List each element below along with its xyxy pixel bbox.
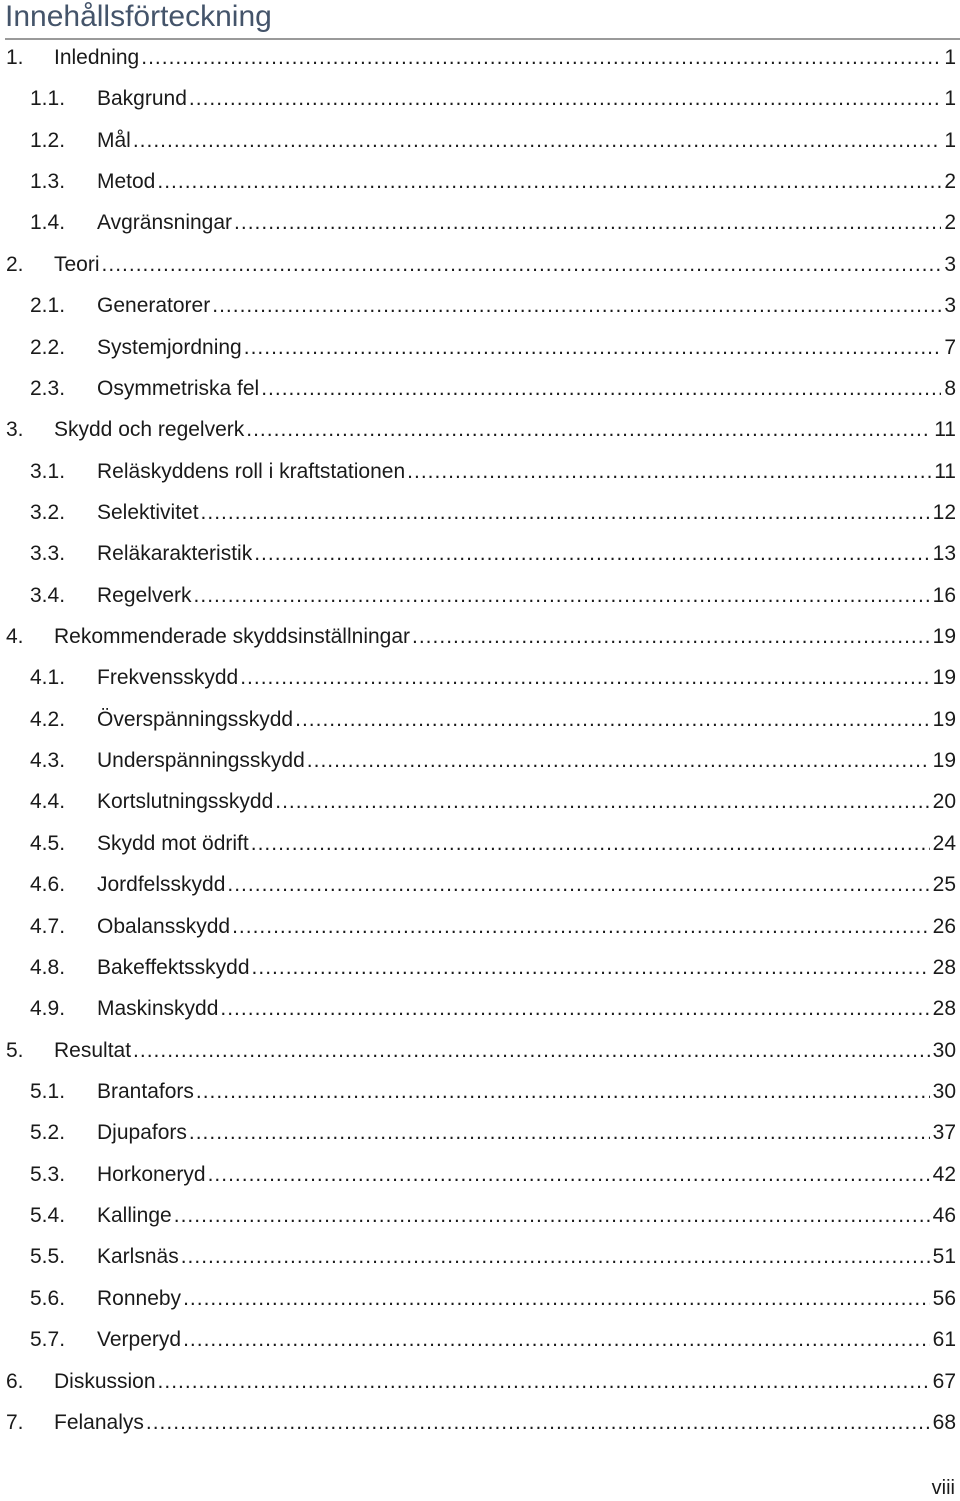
toc-dot-leader bbox=[157, 161, 941, 202]
toc-dot-leader bbox=[181, 1236, 930, 1277]
toc-entry-title: Skydd och regelverk bbox=[54, 418, 245, 442]
toc-entry-number: 5. bbox=[6, 1038, 24, 1062]
toc-dot-leader bbox=[189, 78, 941, 119]
toc-entry[interactable] bbox=[0, 327, 960, 368]
toc-entry-title: Inledning bbox=[54, 46, 140, 69]
toc-entry[interactable] bbox=[0, 1030, 960, 1071]
toc-dot-leader bbox=[220, 988, 929, 1029]
toc-entry-page: 7 bbox=[944, 335, 956, 359]
toc-entry-number: 3.3. bbox=[30, 542, 66, 566]
toc-entry-number: 5.4. bbox=[30, 1204, 66, 1228]
toc-entry[interactable] bbox=[0, 285, 960, 326]
toc-entry-title: Resultat bbox=[54, 1038, 132, 1062]
toc-entry-page: 26 bbox=[932, 914, 956, 938]
toc-dot-leader bbox=[141, 37, 941, 78]
toc-entry-number: 5.5. bbox=[30, 1245, 66, 1269]
toc-entry-title: Jordfelsskydd bbox=[97, 873, 226, 897]
toc-dot-leader bbox=[227, 864, 929, 905]
toc-entry-page: 68 bbox=[932, 1410, 956, 1434]
toc-entry-title: Systemjordning bbox=[97, 335, 242, 359]
toc-entry-title: Bakeffektsskydd bbox=[97, 955, 250, 979]
toc-entry-page: 25 bbox=[932, 873, 956, 897]
toc-entry[interactable] bbox=[0, 451, 960, 492]
toc-entry[interactable] bbox=[0, 1195, 960, 1236]
page-number: viii bbox=[931, 1477, 955, 1499]
toc-dot-leader bbox=[307, 740, 930, 781]
toc-entry[interactable] bbox=[0, 161, 960, 202]
toc-dot-leader bbox=[183, 1319, 930, 1360]
toc-entry[interactable] bbox=[0, 120, 960, 161]
toc-entry-page: 28 bbox=[932, 955, 956, 979]
toc-entry-number: 3.4. bbox=[30, 583, 66, 607]
toc-entry-page: 1 bbox=[944, 46, 956, 69]
toc-entry-number: 4.9. bbox=[30, 997, 66, 1021]
toc-entry-page: 1 bbox=[944, 128, 956, 152]
toc-dot-leader bbox=[251, 823, 930, 864]
toc-dot-leader bbox=[208, 1154, 930, 1195]
toc-entry-page: 51 bbox=[932, 1245, 956, 1269]
toc-heading bbox=[5, 0, 960, 40]
toc-dot-leader bbox=[201, 492, 930, 533]
toc-entry-title: Generatorer bbox=[97, 294, 211, 318]
toc-entry-title: Skydd mot ödrift bbox=[97, 831, 249, 855]
toc-entry-title: Osymmetriska fel bbox=[97, 376, 260, 400]
toc-entry[interactable] bbox=[0, 1154, 960, 1195]
toc-entry-title: Djupafors bbox=[97, 1121, 187, 1145]
toc-entry-page: 19 bbox=[932, 666, 956, 690]
toc-entry-number: 3.2. bbox=[30, 500, 66, 524]
toc-entry-number: 2.1. bbox=[30, 294, 66, 318]
toc-dot-leader bbox=[158, 1361, 930, 1402]
toc-entry-number: 3.1. bbox=[30, 459, 66, 483]
toc-entry-title: Horkoneryd bbox=[97, 1162, 206, 1186]
toc-dot-leader bbox=[212, 285, 941, 326]
toc-entry-title: Karlsnäs bbox=[97, 1245, 179, 1269]
toc-entry-number: 1.3. bbox=[30, 170, 66, 194]
toc-entry-title: Rekommenderade skyddsinställningar bbox=[54, 625, 411, 649]
toc-entry-title: Mål bbox=[97, 128, 131, 152]
toc-entry-number: 2.2. bbox=[30, 335, 66, 359]
toc-entry-page: 24 bbox=[932, 831, 956, 855]
toc-entry[interactable] bbox=[0, 78, 960, 119]
toc-dot-leader bbox=[133, 1030, 930, 1071]
toc-dot-leader bbox=[275, 781, 929, 822]
toc-entry-page: 61 bbox=[932, 1328, 956, 1352]
toc-entry[interactable] bbox=[0, 575, 960, 616]
toc-entry-title: Avgränsningar bbox=[97, 211, 233, 235]
toc-entry[interactable] bbox=[0, 492, 960, 533]
toc-entry-page: 11 bbox=[934, 459, 956, 483]
toc-entry-page: 20 bbox=[932, 790, 956, 814]
toc-entry[interactable] bbox=[0, 657, 960, 698]
toc-entry-page: 19 bbox=[932, 749, 956, 773]
toc-entry[interactable] bbox=[0, 202, 960, 243]
toc-entry-number: 5.3. bbox=[30, 1162, 66, 1186]
toc-entry-page: 37 bbox=[932, 1121, 956, 1145]
toc-entry-title: Felanalys bbox=[54, 1410, 144, 1434]
toc-entry-title: Frekvensskydd bbox=[97, 666, 239, 690]
toc-entry-number: 1. bbox=[6, 46, 24, 69]
toc-entry-page: 28 bbox=[932, 997, 956, 1021]
toc-entry[interactable] bbox=[0, 823, 960, 864]
toc-entry[interactable] bbox=[0, 781, 960, 822]
toc-dot-leader bbox=[295, 699, 930, 740]
toc-entry-page: 30 bbox=[932, 1038, 956, 1062]
toc-entry[interactable] bbox=[0, 244, 960, 285]
toc-entry[interactable] bbox=[0, 947, 960, 988]
toc-entry-number: 4.6. bbox=[30, 873, 66, 897]
toc-entry[interactable] bbox=[0, 1402, 960, 1443]
toc-dot-leader bbox=[254, 533, 929, 574]
toc-entry-number: 4.4. bbox=[30, 790, 66, 814]
toc-entry-number: 3. bbox=[6, 418, 24, 442]
toc-entry-number: 4. bbox=[6, 625, 24, 649]
toc-entry-number: 1.1. bbox=[30, 87, 66, 111]
toc-entry-title: Reläskyddens roll i kraftstationen bbox=[97, 459, 406, 483]
toc-entry[interactable] bbox=[0, 1112, 960, 1153]
toc-dot-leader bbox=[194, 575, 930, 616]
toc-entry[interactable] bbox=[0, 1236, 960, 1277]
toc-entry-page: 1 bbox=[944, 87, 956, 111]
table-of-contents bbox=[0, 37, 960, 1443]
toc-entry-page: 8 bbox=[944, 376, 956, 400]
toc-entry-title: Kallinge bbox=[97, 1204, 172, 1228]
toc-entry-number: 4.3. bbox=[30, 749, 66, 773]
toc-entry-title: Obalansskydd bbox=[97, 914, 231, 938]
toc-entry-title: Kortslutningsskydd bbox=[97, 790, 274, 814]
toc-entry-number: 1.2. bbox=[30, 128, 66, 152]
toc-entry-page: 13 bbox=[932, 542, 956, 566]
toc-dot-leader bbox=[240, 657, 929, 698]
toc-entry-page: 19 bbox=[932, 707, 956, 731]
toc-dot-leader bbox=[246, 409, 931, 450]
toc-dot-leader bbox=[261, 368, 941, 409]
toc-entry[interactable] bbox=[0, 368, 960, 409]
toc-entry[interactable] bbox=[0, 988, 960, 1029]
toc-entry[interactable] bbox=[0, 740, 960, 781]
toc-entry-page: 2 bbox=[944, 211, 956, 235]
toc-entry-number: 5.2. bbox=[30, 1121, 66, 1145]
toc-entry-title: Metod bbox=[97, 170, 156, 194]
toc-dot-leader bbox=[407, 451, 931, 492]
toc-entry-page: 30 bbox=[932, 1079, 956, 1103]
toc-entry-page: 42 bbox=[932, 1162, 956, 1186]
toc-entry-title: Diskussion bbox=[54, 1369, 156, 1393]
toc-entry-page: 16 bbox=[932, 583, 956, 607]
toc-entry-title: Reläkarakteristik bbox=[97, 542, 253, 566]
toc-entry-page: 56 bbox=[932, 1286, 956, 1310]
toc-entry-title: Teori bbox=[54, 252, 100, 276]
toc-dot-leader bbox=[244, 327, 942, 368]
toc-entry-number: 5.7. bbox=[30, 1328, 66, 1352]
toc-entry-number: 2.3. bbox=[30, 376, 66, 400]
toc-entry-number: 2. bbox=[6, 252, 24, 276]
toc-dot-leader bbox=[174, 1195, 930, 1236]
toc-entry-page: 12 bbox=[932, 500, 956, 524]
toc-dot-leader bbox=[234, 202, 941, 243]
toc-entry[interactable] bbox=[0, 37, 960, 78]
toc-entry-number: 5.1. bbox=[30, 1079, 66, 1103]
toc-entry-title: Brantafors bbox=[97, 1079, 194, 1103]
toc-dot-leader bbox=[412, 616, 930, 657]
toc-dot-leader bbox=[146, 1402, 930, 1443]
toc-dot-leader bbox=[183, 1278, 930, 1319]
toc-entry-page: 3 bbox=[944, 252, 956, 276]
toc-entry-page: 67 bbox=[932, 1369, 956, 1393]
toc-entry-title: Maskinskydd bbox=[97, 997, 219, 1021]
toc-dot-leader bbox=[252, 947, 930, 988]
toc-entry-page: 2 bbox=[944, 170, 956, 194]
toc-dot-leader bbox=[102, 244, 942, 285]
toc-dot-leader bbox=[189, 1112, 930, 1153]
toc-dot-leader bbox=[133, 120, 941, 161]
toc-entry-number: 4.2. bbox=[30, 707, 66, 731]
toc-entry-page: 19 bbox=[932, 625, 956, 649]
toc-entry-number: 4.8. bbox=[30, 955, 66, 979]
toc-entry[interactable] bbox=[0, 906, 960, 947]
toc-entry-title: Ronneby bbox=[97, 1286, 182, 1310]
toc-entry-number: 4.5. bbox=[30, 831, 66, 855]
toc-entry[interactable] bbox=[0, 1071, 960, 1112]
toc-entry-number: 5.6. bbox=[30, 1286, 66, 1310]
toc-entry[interactable] bbox=[0, 533, 960, 574]
toc-entry-number: 6. bbox=[6, 1369, 24, 1393]
toc-entry-title: Överspänningsskydd bbox=[97, 707, 294, 731]
toc-entry-page: 11 bbox=[934, 418, 956, 442]
toc-dot-leader bbox=[196, 1071, 930, 1112]
toc-entry-title: Regelverk bbox=[97, 583, 192, 607]
toc-entry-title: Verperyd bbox=[97, 1328, 182, 1352]
toc-entry-number: 4.7. bbox=[30, 914, 66, 938]
toc-entry[interactable] bbox=[0, 699, 960, 740]
toc-dot-leader bbox=[232, 906, 930, 947]
toc-entry[interactable] bbox=[0, 864, 960, 905]
toc-entry-title: Bakgrund bbox=[97, 87, 187, 111]
toc-entry[interactable] bbox=[0, 1319, 960, 1360]
toc-entry-page: 3 bbox=[944, 294, 956, 318]
toc-entry[interactable] bbox=[0, 616, 960, 657]
toc-entry-page: 46 bbox=[932, 1204, 956, 1228]
toc-entry[interactable] bbox=[0, 1361, 960, 1402]
toc-entry[interactable] bbox=[0, 409, 960, 450]
toc-entry-title: Underspänningsskydd bbox=[97, 749, 305, 773]
toc-entry-number: 4.1. bbox=[30, 666, 66, 690]
toc-entry[interactable] bbox=[0, 1278, 960, 1319]
toc-entry-number: 7. bbox=[6, 1410, 24, 1434]
toc-entry-title: Selektivitet bbox=[97, 500, 199, 524]
toc-heading-text: Innehållsförteckning bbox=[5, 0, 272, 33]
toc-entry-number: 1.4. bbox=[30, 211, 66, 235]
